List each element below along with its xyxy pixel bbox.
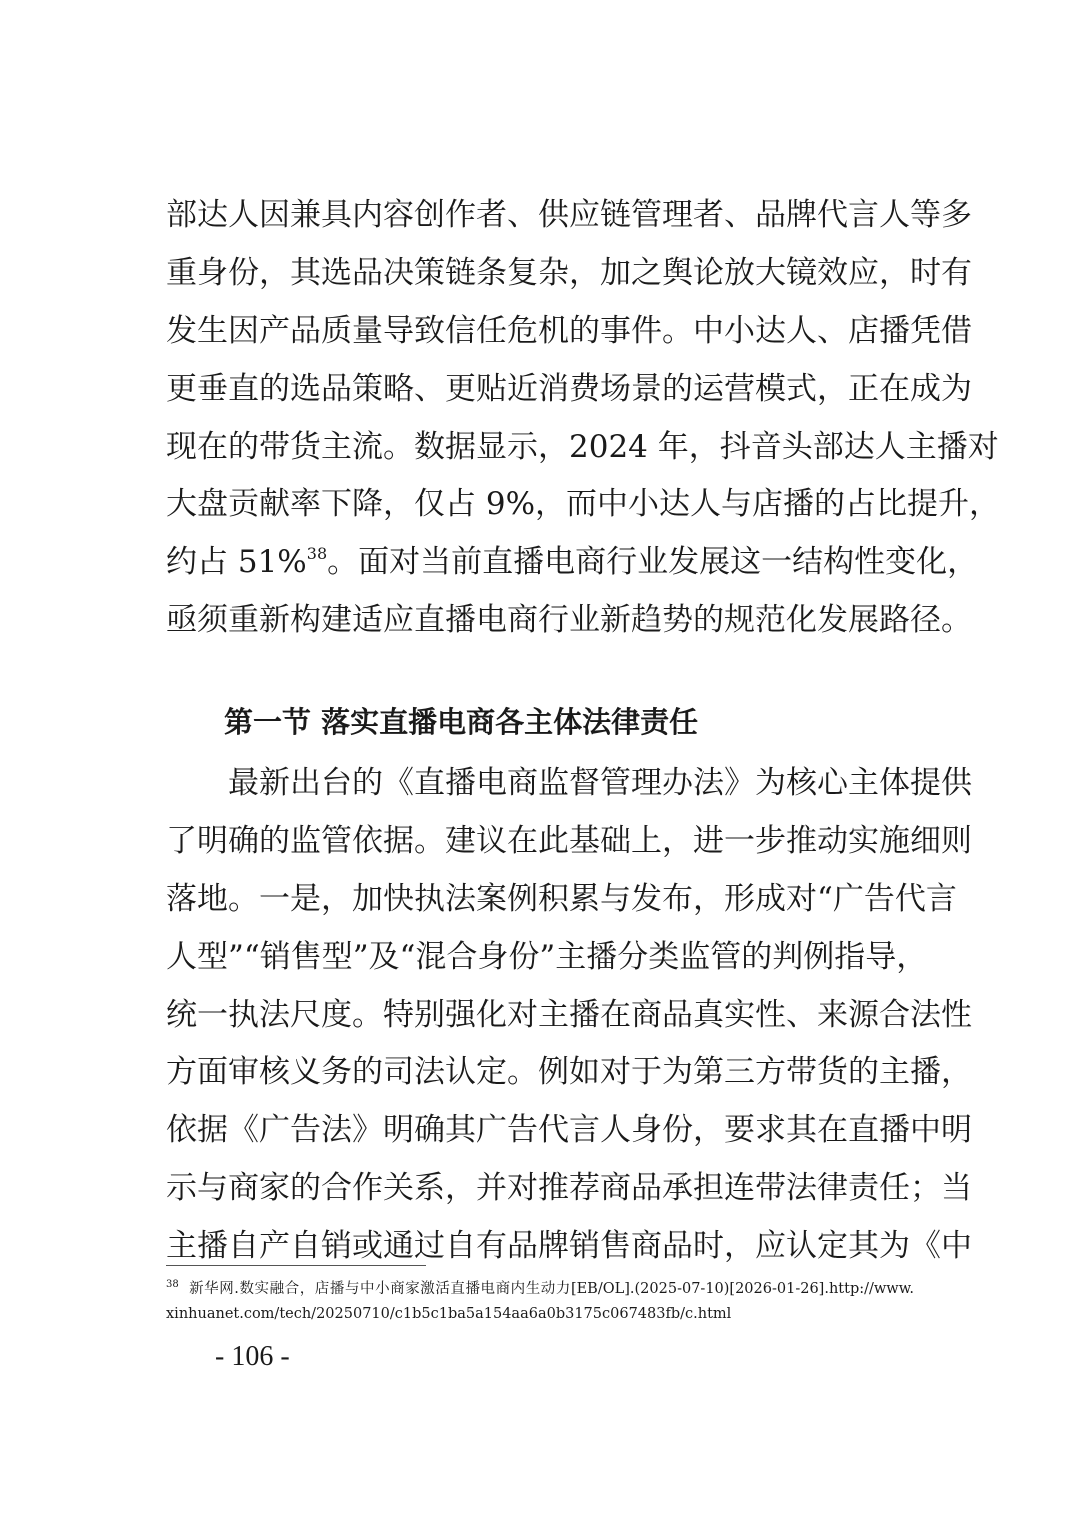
text-line: 主播自产自销或通过自有品牌销售商品时，应认定其为《中 — [166, 1228, 972, 1265]
text-line: 示与商家的合作关系，并对推荐商品承担连带法律责任；当 — [166, 1170, 972, 1207]
text-line: 亟须重新构建适应直播电商行业新趋势的规范化发展路径。 — [166, 602, 972, 639]
paragraph-2 — [166, 755, 972, 1276]
page-number: - 106 - — [215, 1341, 290, 1372]
text-line: 统一执法尺度。特别强化对主播在商品真实性、来源合法性 — [166, 996, 972, 1033]
text-line: 了明确的监管依据。建议在此基础上，进一步推动实施细则 — [166, 822, 972, 859]
footnote — [166, 1277, 914, 1327]
footnote-number: 38 — [166, 1279, 179, 1290]
text-line: 最新出台的《直播电商监督管理办法》为核心主体提供 — [228, 765, 972, 801]
text-line: 发生因产品质量导致信任危机的事件。中小达人、店播凭借 — [166, 312, 972, 349]
text-line: 部达人因兼具内容创作者、供应链管理者、品牌代言人等多 — [166, 197, 972, 233]
footnote-line — [166, 1277, 914, 1302]
footnote-url: xinhuanet.com/tech/20250710/c1b5c1ba5a154aa6a0b3175c067483fb/c.html — [166, 1306, 732, 1322]
text-segment: 约占 51% — [166, 544, 307, 581]
text-segment: 。面对当前直播电商行业发展这一结构性变化， — [327, 544, 979, 581]
text-line: 大盘贡献率下降，仅占 9%，而中小达人与店播的占比提升， — [166, 486, 1001, 523]
footnote-divider — [166, 1265, 426, 1266]
section-heading: 第一节 落实直播电商各主体法律责任 — [224, 705, 699, 739]
text-line: 现在的带货主流。数据显示，2024 年，抖音头部达人主播对 — [166, 428, 999, 465]
footnote-reference: 38 — [306, 544, 328, 564]
text-line: 更垂直的选品策略、更贴近消费场景的运营模式，正在成为 — [166, 370, 972, 407]
footnote-text: 新华网.数实融合，店播与中小商家激活直播电商内生动力[EB/OL].(2025-07-10)[2026-01-26].http://www. — [189, 1281, 914, 1297]
text-line: 人型”“销售型”及“混合身份”主播分类监管的判例指导， — [166, 938, 928, 975]
text-line: 重身份，其选品决策链条复杂，加之舆论放大镜效应，时有 — [166, 254, 972, 291]
text-line — [166, 534, 979, 592]
text-line: 依据《广告法》明确其广告代言人身份，要求其在直播中明 — [166, 1112, 972, 1149]
text-line: 方面审核义务的司法认定。例如对于为第三方带货的主播， — [166, 1054, 972, 1091]
paragraph-1 — [166, 187, 1001, 650]
text-line: 落地。一是，加快执法案例积累与发布，形成对“广告代言 — [166, 880, 957, 917]
